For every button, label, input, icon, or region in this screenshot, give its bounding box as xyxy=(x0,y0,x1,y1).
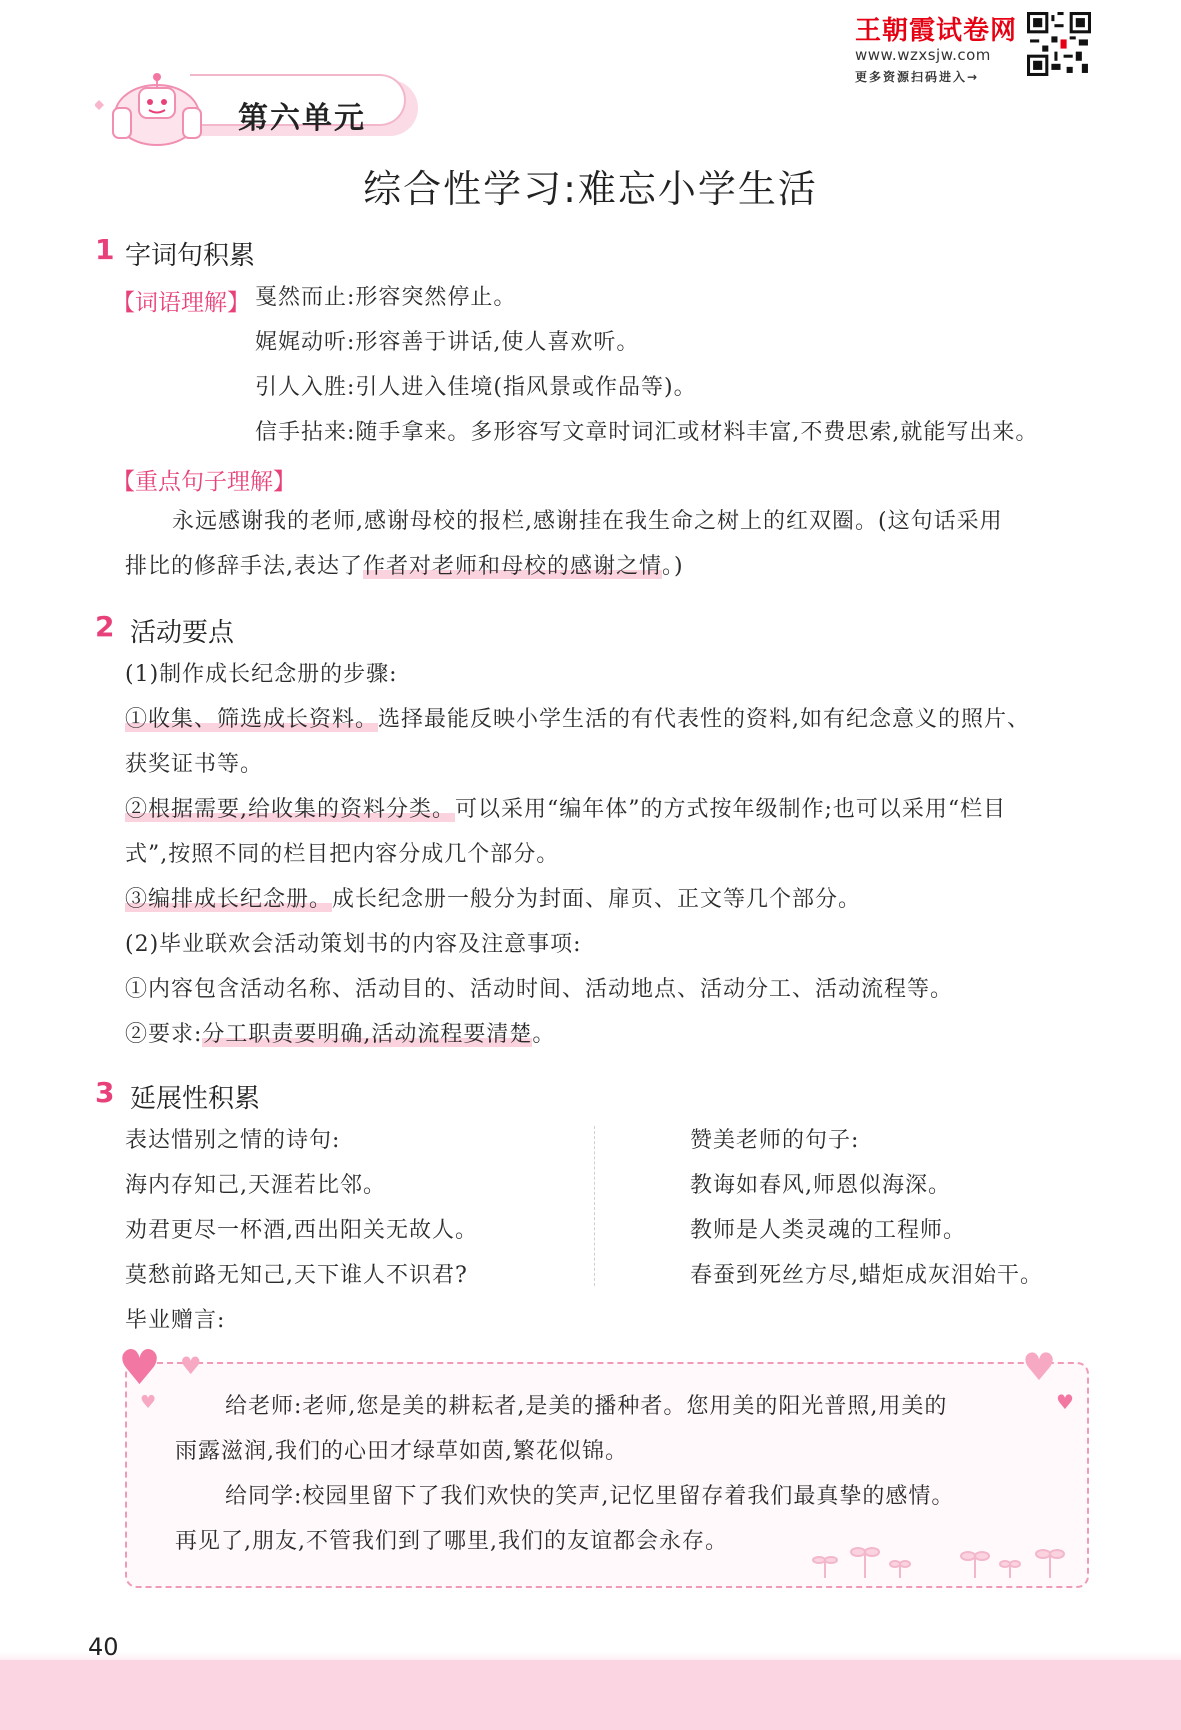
page-number: 40 xyxy=(88,1633,119,1661)
brand-name: 王朝霞试卷网 xyxy=(855,16,1018,46)
step-text: 成长纪念册一般分为封面、扉页、正文等几个部分。 xyxy=(332,887,862,912)
step-text: 选择最能反映小学生活的有代表性的资料,如有纪念意义的照片、 xyxy=(378,707,1031,732)
note-line: 给同学:校园里留下了我们欢快的笑声,记忆里留存着我们最真挚的感情。 xyxy=(225,1484,955,1509)
note-line: 雨露滋润,我们的心田才绿草如茵,繁花似锦。 xyxy=(175,1439,628,1464)
item-text: 。 xyxy=(532,1022,556,1047)
word-item: 戛然而止:形容突然停止。 xyxy=(255,285,517,310)
step-line: 式”,按照不同的栏目把内容分成几个部分。 xyxy=(125,842,560,867)
section-2-title: 活动要点 xyxy=(130,618,235,648)
highlighted-text: 作者对老师和母校的感谢之情 xyxy=(363,554,663,579)
subheading: (2)毕业联欢会活动策划书的内容及注意事项: xyxy=(125,932,582,957)
words-tag: 【词语理解】 xyxy=(112,290,250,316)
highlighted-text: 分工职责要明确,活动流程要清楚 xyxy=(202,1022,533,1047)
word-item: 引人入胜:引人进入佳境(指风景或作品等)。 xyxy=(255,375,697,400)
item-text: ②要求: xyxy=(125,1022,203,1047)
sentence-text: 排比的修辞手法,表达了 xyxy=(125,554,363,579)
word-item: 娓娓动听:形容善于讲话,使人喜欢听。 xyxy=(255,330,640,355)
section-1-number: 1 xyxy=(95,233,115,266)
sprout-decoration-icon xyxy=(805,1540,1075,1580)
step-line xyxy=(125,705,1030,735)
unit-title: 第六单元 xyxy=(238,101,366,136)
highlighted-text: ③编排成长纪念册。 xyxy=(125,887,333,912)
teacher-line: 春蚕到死丝方尽,蜡炬成灰泪始干。 xyxy=(690,1263,1043,1288)
step-text: 可以采用“编年体”的方式按年级制作;也可以采用“栏目 xyxy=(455,797,1007,822)
heart-icon: ♥ xyxy=(1022,1345,1057,1389)
section-3-number: 3 xyxy=(95,1076,115,1109)
sentence-tag: 【重点句子理解】 xyxy=(112,469,296,495)
poem-line: 莫愁前路无知己,天下谁人不识君? xyxy=(125,1263,468,1288)
poem-line: 劝君更尽一杯酒,西出阳关无故人。 xyxy=(125,1218,478,1243)
subheading: (1)制作成长纪念册的步骤: xyxy=(125,662,398,687)
teacher-heading: 赞美老师的句子: xyxy=(690,1128,860,1153)
farewell-heading: 毕业赠言: xyxy=(125,1308,226,1333)
step-line xyxy=(125,795,1006,825)
highlighted-text: ②根据需要,给收集的资料分类。 xyxy=(125,797,455,822)
heart-icon: ♥ xyxy=(140,1392,157,1413)
heart-icon: ♥ xyxy=(180,1352,202,1380)
step-line xyxy=(125,885,861,915)
section-3-title: 延展性积累 xyxy=(130,1084,261,1114)
column-divider xyxy=(594,1126,595,1286)
note-line: 再见了,朋友,不管我们到了哪里,我们的友谊都会永存。 xyxy=(175,1529,728,1554)
brand-tip: 更多资源扫码进入→ xyxy=(855,70,980,84)
poem-line: 海内存知己,天涯若比邻。 xyxy=(125,1173,386,1198)
item-line: ①内容包含活动名称、活动目的、活动时间、活动地点、活动分工、活动流程等。 xyxy=(125,977,954,1002)
sentence-text: 。) xyxy=(662,554,684,579)
step-line: 获奖证书等。 xyxy=(125,752,264,777)
sentence-line xyxy=(125,552,684,582)
section-1-title: 字词句积累 xyxy=(125,241,256,271)
section-2-number: 2 xyxy=(95,610,115,643)
lesson-title: 综合性学习:难忘小学生活 xyxy=(363,167,818,211)
heart-icon: ♥ xyxy=(118,1340,162,1396)
item-line xyxy=(125,1020,555,1050)
note-line: 给老师:老师,您是美的耕耘者,是美的播种者。您用美的阳光普照,用美的 xyxy=(225,1394,948,1419)
cartoon-robot-icon xyxy=(95,70,215,150)
highlighted-text: ①收集、筛选成长资料。 xyxy=(125,707,379,732)
sentence-line: 永远感谢我的老师,感谢母校的报栏,感谢挂在我生命之树上的红双圈。(这句话采用 xyxy=(172,509,1003,534)
teacher-line: 教师是人类灵魂的工程师。 xyxy=(690,1218,967,1243)
footer-band xyxy=(0,1660,1181,1730)
qr-code-icon[interactable] xyxy=(1027,12,1091,76)
teacher-line: 教诲如春风,师恩似海深。 xyxy=(690,1173,951,1198)
poem-heading: 表达惜别之情的诗句: xyxy=(125,1128,341,1153)
word-item: 信手拈来:随手拿来。多形容写文章时词汇或材料丰富,不费思索,就能写出来。 xyxy=(255,420,1039,445)
brand-url[interactable]: www.wzxsjw.com xyxy=(855,46,991,64)
heart-icon: ♥ xyxy=(1056,1390,1074,1414)
